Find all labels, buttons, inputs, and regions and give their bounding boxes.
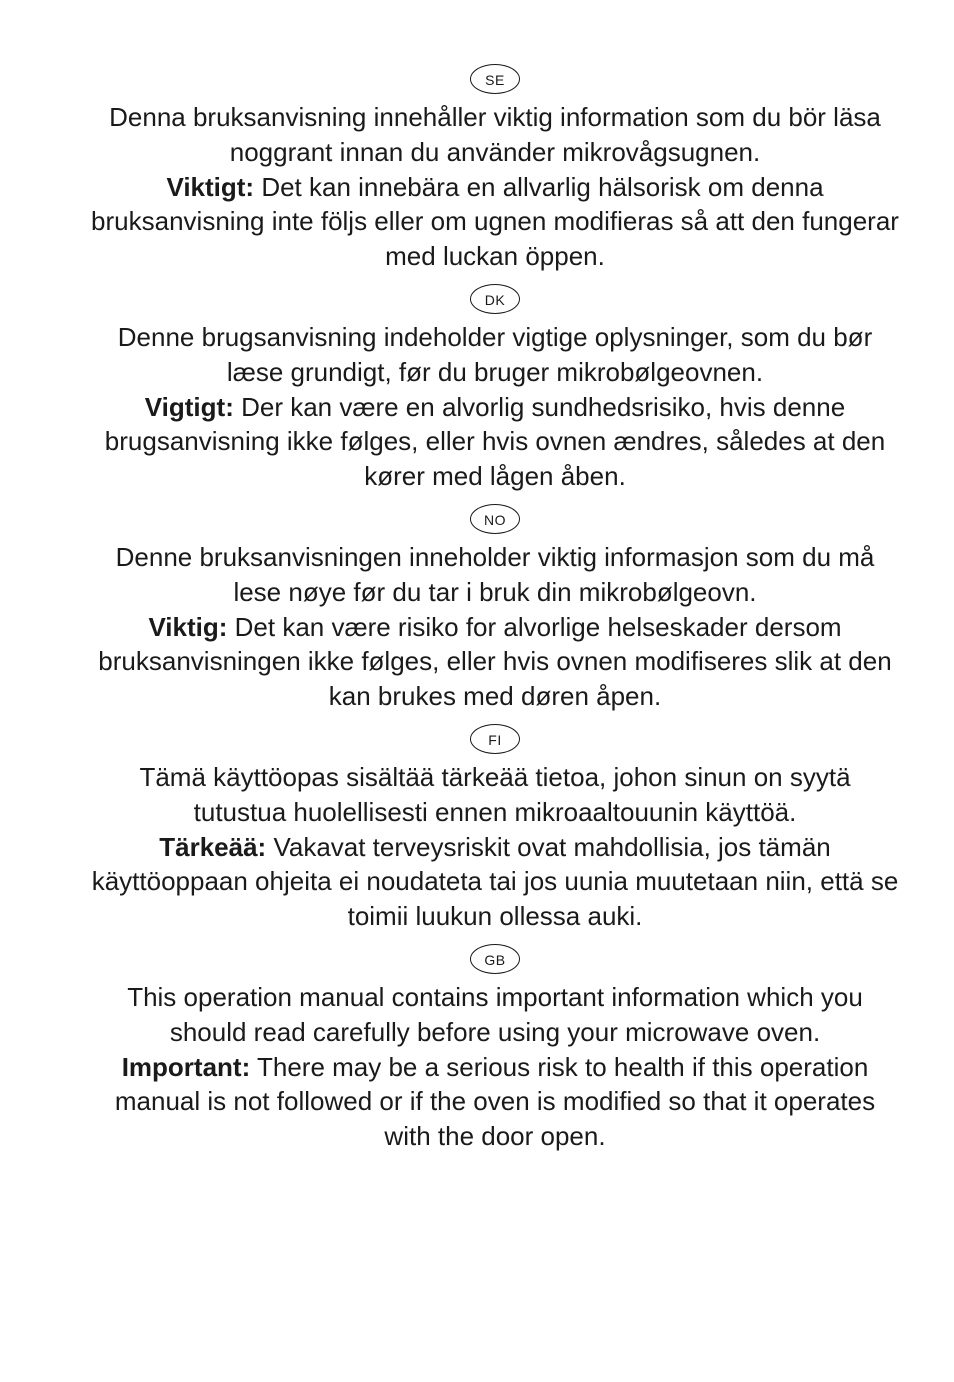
warning-label: Vigtigt:	[144, 391, 234, 422]
section-fi-text	[90, 760, 900, 934]
section-gb	[90, 944, 900, 1154]
section-no	[90, 504, 900, 714]
intro-text: This operation manual contains important information which you should read carefully before using your microwave oven.	[127, 982, 863, 1047]
warning-label: Important:	[121, 1051, 251, 1082]
section-fi	[90, 724, 900, 934]
intro-text: Tämä käyttöopas sisältää tärkeää tietoa, johon sinun on syytä tutustua huolellisesti ennen mikroaaltouunin käyttöä.	[139, 762, 851, 827]
warning-text: Vakavat terveysriskit ovat mahdollisia, jos tämän käyttöoppaan ohjeita ei noudateta tai jos uunia muutetaan niin, että se toimii luukun ollessa auki.	[91, 831, 899, 932]
intro-text: Denne bruksanvisningen inneholder viktig informasjon som du må lese nøye før du tar i bruk din mikrobølgeovn.	[115, 542, 875, 607]
language-badge-dk: DK	[470, 284, 520, 314]
section-se	[90, 64, 900, 274]
section-no-text	[90, 540, 900, 714]
language-badge-gb: GB	[470, 944, 520, 974]
warning-label: Viktig:	[148, 611, 228, 642]
warning-text: Der kan være en alvorlig sundhedsrisiko, hvis denne brugsanvisning ikke følges, eller hvis ovnen ændres, således at den kører med lågen åben.	[104, 391, 886, 492]
language-badge-no: NO	[470, 504, 520, 534]
language-badge-fi: FI	[470, 724, 520, 754]
language-badge-se: SE	[470, 64, 520, 94]
section-gb-text	[90, 980, 900, 1154]
warning-text: Det kan innebära en allvarlig hälsorisk om denna bruksanvisning inte följs eller om ugnen modifieras så att den fungerar med luckan öppen.	[91, 171, 899, 272]
warning-label: Viktigt:	[166, 171, 255, 202]
section-se-text	[90, 100, 900, 274]
intro-text: Denna bruksanvisning innehåller viktig information som du bör läsa noggrant innan du använder mikrovågsugnen.	[109, 102, 881, 167]
section-dk-text	[90, 320, 900, 494]
warning-text: Det kan være risiko for alvorlige helseskader dersom bruksanvisningen ikke følges, eller hvis ovnen modifiseres slik at den kan brukes med døren åpen.	[98, 611, 892, 712]
section-dk	[90, 284, 900, 494]
warning-text: There may be a serious risk to health if this operation manual is not followed or if the oven is modified so that it operates with the door open.	[114, 1051, 876, 1152]
intro-text: Denne brugsanvisning indeholder vigtige oplysninger, som du bør læse grundigt, før du bruger mikrobølgeovnen.	[117, 322, 873, 387]
warning-label: Tärkeää:	[159, 831, 267, 862]
